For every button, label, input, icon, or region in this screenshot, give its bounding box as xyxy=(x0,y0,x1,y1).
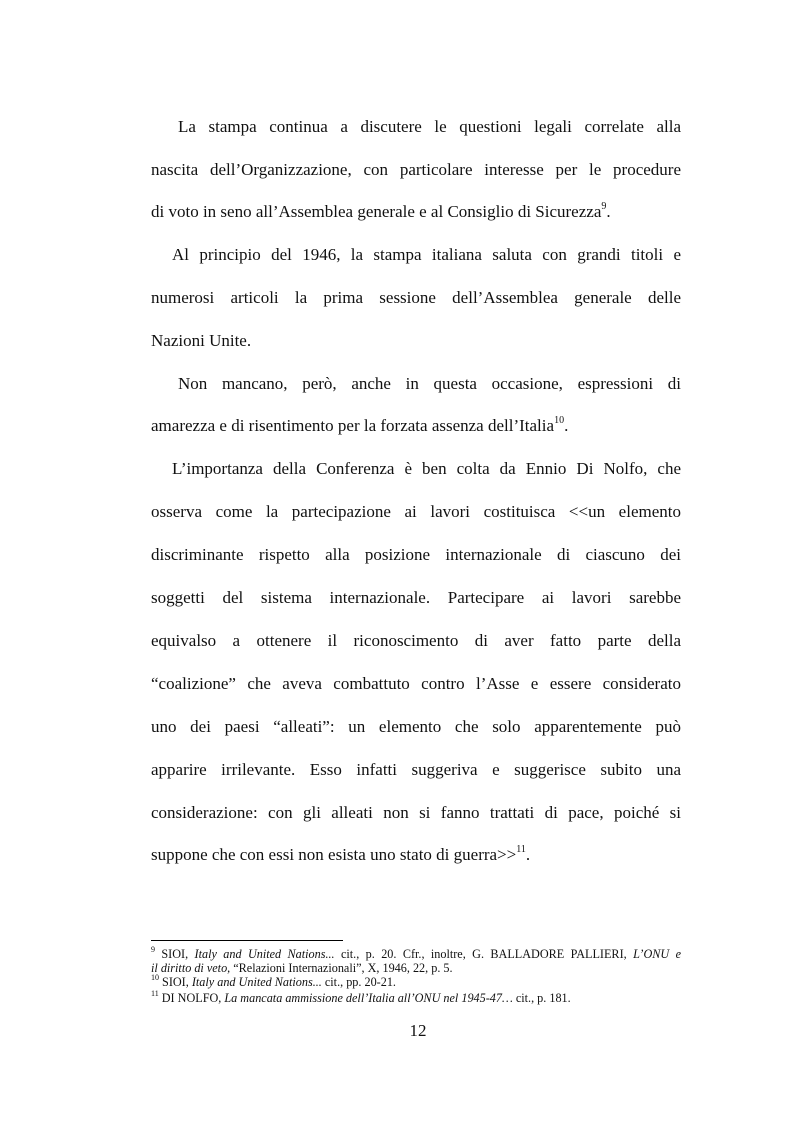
footnote-10 xyxy=(151,972,681,989)
footnote-number: 9 xyxy=(151,944,155,954)
body-line-text: suppone che con essi non esista uno stato di guerra>> xyxy=(151,845,517,864)
footnote-text: “Relazioni Internazionali”, X, 1946, 22, p. 5. xyxy=(230,961,453,975)
body-line: equivalso a ottenere il riconoscimento di aver fatto parte della xyxy=(151,631,681,650)
footnote-ref[interactable]: 9 xyxy=(601,201,607,213)
footnote-title: Italy and United Nations... xyxy=(191,975,322,989)
line-end: . xyxy=(564,416,569,435)
body-line-text: di voto in seno all’Assemblea generale e al Consiglio di Sicurezza xyxy=(151,202,602,221)
body-line: Al principio del 1946, la stampa italiana saluta con grandi titoli e xyxy=(172,245,681,264)
line-end: . xyxy=(606,202,611,221)
body-line: nascita dell’Organizzazione, con particolare interesse per le procedure xyxy=(151,160,681,179)
footnote-9-continued xyxy=(151,961,681,975)
footnote-text: cit., pp. 20-21. xyxy=(321,975,396,989)
body-line: uno dei paesi “alleati”: un elemento che solo apparentemente può xyxy=(151,717,681,736)
body-line-text: amarezza e di risentimento per la forzata assenza dell’Italia xyxy=(151,416,555,435)
body-line xyxy=(151,415,681,437)
footnote-11 xyxy=(151,988,681,1005)
footnote-title: L’ONU e xyxy=(633,947,681,961)
page-number: 12 xyxy=(409,1021,427,1040)
footnote-separator xyxy=(151,940,343,941)
footnote-text: cit., p. 20. Cfr., inoltre, G. BALLADORE PALLIERI, xyxy=(334,947,634,961)
body-line: apparire irrilevante. Esso infatti suggeriva e suggerisce subito una xyxy=(151,760,681,779)
body-line: discriminante rispetto alla posizione internazionale di ciascuno dei xyxy=(151,545,681,564)
body-line xyxy=(151,844,681,866)
footnote-9 xyxy=(151,944,681,961)
footnote-ref[interactable]: 10 xyxy=(554,415,565,427)
line-end: . xyxy=(525,845,531,864)
footnote-title: il diritto di veto, xyxy=(151,961,231,975)
footnote-text: cit., p. 181. xyxy=(512,991,571,1005)
body-line xyxy=(151,201,681,223)
footnote-text: SIOI, xyxy=(155,947,195,961)
body-line: Non mancano, però, anche in questa occasione, espressioni di xyxy=(178,374,681,393)
body-line: La stampa continua a discutere le questioni legali correlate alla xyxy=(178,117,681,136)
footnote-text: DI NOLFO, xyxy=(158,991,225,1005)
footnote-title: Italy and United Nations... xyxy=(194,947,335,961)
footnote-text: SIOI, xyxy=(159,975,192,989)
body-line: “coalizione” che aveva combattuto contro l’Asse e essere considerato xyxy=(151,674,681,693)
footnote-number: 11 xyxy=(151,988,159,998)
body-line: soggetti del sistema internazionale. Partecipare ai lavori sarebbe xyxy=(151,588,681,607)
body-line: considerazione: con gli alleati non si fanno trattati di pace, poiché si xyxy=(151,803,681,822)
body-line: L’importanza della Conferenza è ben colta da Ennio Di Nolfo, che xyxy=(172,459,681,478)
body-line: Nazioni Unite. xyxy=(151,331,252,350)
body-line: osserva come la partecipazione ai lavori costituisca <<un elemento xyxy=(151,502,681,521)
footnote-title: La mancata ammissione dell’Italia all’ONU nel 1945-47… xyxy=(224,991,513,1005)
footnote-ref[interactable]: 11 xyxy=(516,844,526,856)
body-line: numerosi articoli la prima sessione dell’Assemblea generale delle xyxy=(151,288,681,307)
footnote-number: 10 xyxy=(151,972,159,982)
